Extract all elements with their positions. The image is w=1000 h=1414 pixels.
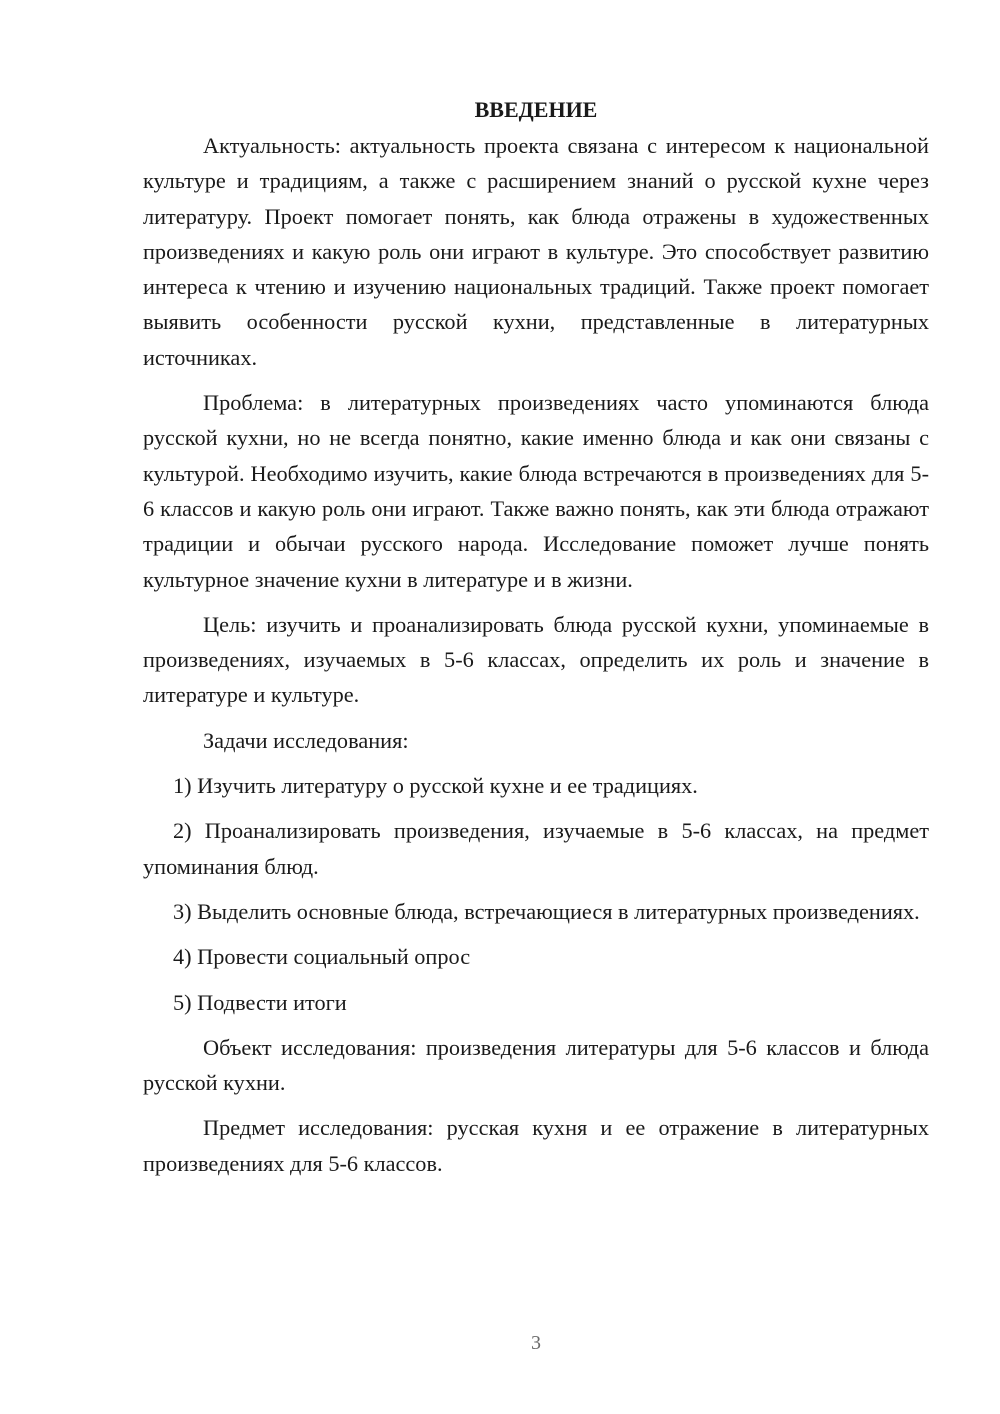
tasks-title: Задачи исследования: [203,727,409,753]
subject-paragraph: Предмет исследования: русская кухня и ее отражение в литературных произведениях для 5-6 классов. [143,1115,929,1176]
relevance-paragraph: Актуальность: актуальность проекта связана с интересом к национальной культуре и традициям, а также с расширением знаний о русской кухне через литературу. Проект помогает понять, как блюда отражены в художественных произведениях и какую роль они играют в культуре. Это способствует развитию интереса к чтению и изучению национальных традиций. Также проект помогает выявить особенности русской кухни, представленные в литературных источниках. [143,133,929,370]
section-heading: ВВЕДЕНИЕ [474,97,598,122]
document-page [143,95,929,1191]
page-number: 3 [531,1332,541,1354]
task-item-2: 2) Проанализировать произведения, изучаемые в 5-6 классах, на предмет упоминания блюд. [143,818,929,879]
task-item-4: 4) Провести социальный опрос [173,944,471,970]
task-item-1: 1) Изучить литературу о русской кухне и ее традициях. [173,773,698,799]
problem-paragraph: Проблема: в литературных произведениях часто упоминаются блюда русской кухни, но не всегда понятно, какие именно блюда и как они связаны с культурой. Необходимо изучить, какие блюда встречаются в произведениях для 5-6 классов и какую роль они играют. Также важно понять, как эти блюда отражают традиции и обычаи русского народа. Исследование поможет лучше понять культурное значение кухни в литературе и в жизни. [143,390,929,592]
goal-paragraph: Цель: изучить и проанализировать блюда русской кухни, упоминаемые в произведениях, изучаемых в 5-6 классах, определить их роль и значение в литературе и культуре. [143,611,929,708]
task-item-3: 3) Выделить основные блюда, встречающиеся в литературных произведениях. [173,898,920,924]
object-paragraph: Объект исследования: произведения литературы для 5-6 классов и блюда русской кухни. [143,1034,929,1096]
task-item-5: 5) Подвести итоги [173,989,347,1015]
